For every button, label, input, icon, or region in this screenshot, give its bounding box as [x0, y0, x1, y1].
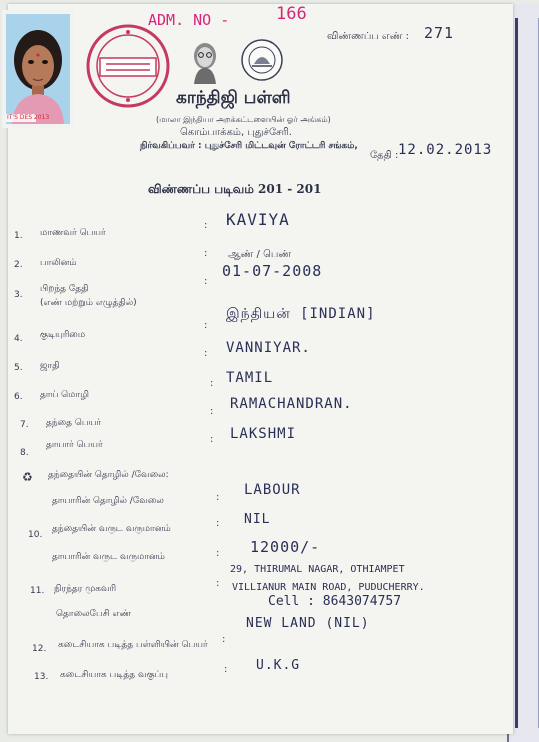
field-value-mother-occupation: LABOUR — [244, 482, 301, 498]
field-value-nationality: இந்தியன் [INDIAN] — [226, 306, 376, 322]
field-value-gender: ஆண் / பெண் — [228, 249, 292, 260]
field-value-previous-school: NEW LAND (NIL) — [246, 616, 370, 631]
field-number: 13. — [34, 672, 49, 682]
field-number: 12. — [32, 644, 47, 654]
field-colon: : — [204, 320, 208, 331]
field-value-mother-name: LAKSHMI — [230, 426, 297, 442]
field-colon: : — [204, 248, 208, 259]
field-value-phone: Cell : 8643074757 — [268, 594, 402, 609]
field-label-father-name: தந்தை பெயர் — [46, 418, 101, 428]
field-label-nationality: குடியுரிமை — [40, 330, 86, 340]
field-value-student-name: KAVIYA — [226, 210, 290, 229]
field-colon: : — [204, 348, 208, 359]
date-value: 12.02.2013 — [398, 142, 493, 158]
field-value-father-name: RAMACHANDRAN. — [230, 396, 353, 412]
field-label-previous-school: கடைசியாக படித்த பள்ளியின் பெயர் — [58, 640, 208, 650]
field-label-mother-income: தாயாரின் வருட வருமானம் — [52, 552, 165, 562]
field-number: 11. — [30, 586, 45, 596]
field-number: 4. — [14, 334, 23, 344]
field-label-dob: பிறந்த தேதி — [40, 284, 89, 294]
field-colon: : — [204, 220, 208, 231]
field-value-caste: VANNIYAR. — [226, 340, 311, 356]
field-colon: : — [216, 578, 220, 589]
student-photo — [2, 10, 74, 128]
field-colon: : — [222, 634, 226, 645]
school-seal-stamp — [84, 22, 172, 110]
date-label: தேதி : — [370, 150, 399, 161]
field-number: 10. — [28, 530, 43, 540]
field-label-mother-name: தாயார் பெயர் — [46, 440, 103, 450]
field-label-phone: தொலைபேசி எண் — [56, 609, 132, 619]
photo-date-stamp: IT'S DES 2013 — [7, 114, 50, 121]
checkmark-icon: ♻ — [22, 470, 33, 484]
field-colon: : — [216, 518, 220, 529]
field-colon: : — [210, 434, 214, 445]
field-label-previous-class: கடைசியாக படித்த வகுப்பு — [60, 670, 168, 680]
field-number: 3. — [14, 290, 23, 300]
field-colon: : — [224, 664, 228, 675]
field-label-mother-occupation: தாயாரின் தொழில் /வேலை — [52, 496, 164, 506]
field-value-mother-tongue: TAMIL — [226, 370, 274, 386]
field-value-father-income: NIL — [244, 512, 271, 527]
field-label-mother-tongue: தாய் மொழி — [40, 390, 89, 400]
field-value-address-line1: 29, THIRUMAL NAGAR, OTHIAMPET — [230, 564, 405, 575]
field-label-father-income: தந்தையின் வருட வருமானம் — [52, 524, 171, 534]
field-sublabel-dob: (எண் மற்றும் எழுத்தில்) — [40, 298, 137, 308]
school-name: காந்திஜி பள்ளி — [176, 88, 291, 108]
school-address: கொம்பாக்கம், புதுச்சேரி. — [180, 127, 292, 138]
school-management: நிர்வகிப்பவர் : புதுச்சேரி மிட்டவுன் ரோட்டரி சங்கம், — [140, 141, 358, 151]
field-number: 1. — [14, 231, 23, 241]
field-number: 7. — [20, 420, 29, 430]
field-label-permanent-address: நிரந்தர முகவரி — [54, 584, 117, 594]
adm-no-value: 166 — [276, 4, 307, 24]
field-number: 8. — [20, 448, 29, 458]
field-label-father-occupation: தந்தையின் தொழில் /வேலை: — [48, 470, 169, 480]
field-label-gender: பாலினம் — [40, 258, 77, 268]
field-value-address-line2: VILLIANUR MAIN ROAD, PUDUCHERRY. — [232, 582, 425, 593]
field-colon: : — [210, 406, 214, 417]
form-title: விண்ணப்ப படிவம் 201 - 201 — [148, 182, 322, 196]
field-colon: : — [216, 492, 220, 503]
field-colon: : — [210, 378, 214, 389]
field-colon: : — [216, 548, 220, 559]
application-no-label: விண்ணப்ப எண் : — [327, 31, 409, 42]
field-value-mother-income: 12000/- — [250, 538, 321, 556]
application-no-value: 271 — [424, 24, 455, 42]
field-number: 6. — [14, 392, 23, 402]
gandhi-portrait-logo — [188, 40, 222, 88]
field-number: 2. — [14, 260, 23, 270]
field-label-caste: ஜாதி — [40, 361, 60, 371]
field-number: 5. — [14, 363, 23, 373]
adm-no-label: ADM. NO - — [148, 11, 230, 29]
field-value-previous-class: U.K.G — [256, 658, 301, 673]
school-emblem-logo — [240, 38, 284, 86]
field-value-dob: 01-07-2008 — [222, 262, 323, 280]
field-colon: : — [204, 276, 208, 287]
field-label-student-name: மாணவர் பெயர் — [40, 228, 106, 238]
school-affiliation: (மாலா இந்தியா அறக்கட்டளையின் ஓர் அங்கம்) — [156, 115, 331, 124]
